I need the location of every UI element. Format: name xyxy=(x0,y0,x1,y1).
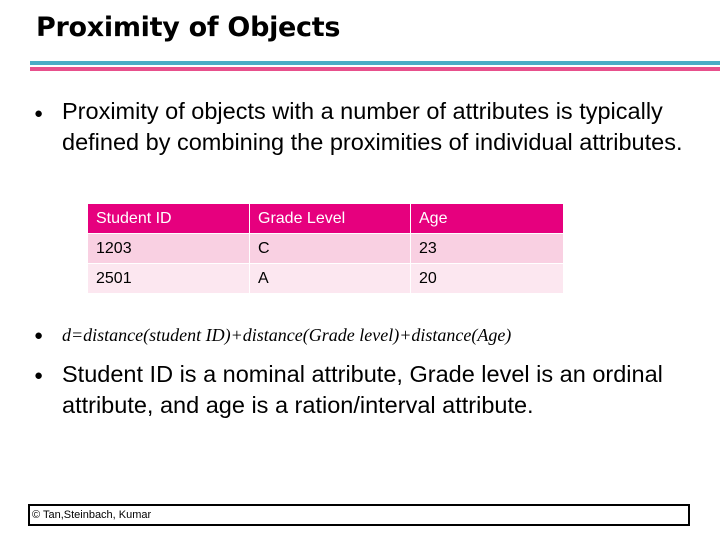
table-row xyxy=(88,264,564,294)
table-header-cell: Grade Level xyxy=(250,204,411,234)
bullet-icon: ● xyxy=(34,327,44,344)
page-title: Proximity of Objects xyxy=(36,12,341,43)
title-underline-blue xyxy=(30,61,720,65)
table-header-cell: Age xyxy=(411,204,564,234)
bullet-text-distance-formula: d=distance(student ID)+distance(Grade level)+distance(Age) xyxy=(62,325,512,345)
table-header-row xyxy=(88,204,564,234)
bullet-text-proximity-definition: Proximity of objects with a number of attributes is typically defined by combining the proximities of individual attributes. xyxy=(62,98,683,155)
table-cell: 2501 xyxy=(88,264,250,294)
title-underline-pink xyxy=(30,67,720,71)
table-row xyxy=(88,234,564,264)
bullet-text-attribute-types: Student ID is a nominal attribute, Grade level is an ordinal attribute, and age is a ration/interval attribute. xyxy=(62,361,663,418)
student-table xyxy=(88,204,564,294)
bullet-icon: ● xyxy=(34,105,44,122)
table-header-cell: Student ID xyxy=(88,204,250,234)
table-cell: C xyxy=(250,234,411,264)
bullet-icon: ● xyxy=(34,367,44,384)
table-cell: 1203 xyxy=(88,234,250,264)
copyright-text: © Tan,Steinbach, Kumar xyxy=(32,509,152,521)
table-cell: 23 xyxy=(411,234,564,264)
table-cell: A xyxy=(250,264,411,294)
footer-box xyxy=(28,504,690,526)
table-cell: 20 xyxy=(411,264,564,294)
